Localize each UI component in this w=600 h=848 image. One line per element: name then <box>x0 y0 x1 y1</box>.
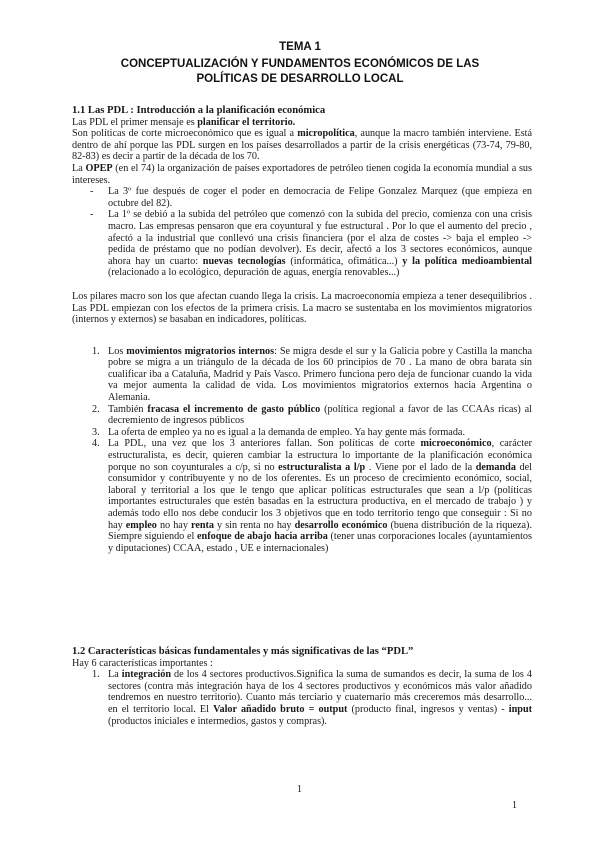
numbered-item-4: 4. La PDL, una vez que los 3 anteriores fallan. Son políticas de corte microeconómico, carácter estructuralista, es decir, quieren cambiar la estructura lo importante de la planificación económica porque no son coyunturales a c/p, si no estructuralista a l/p . Viene por el lado de la demanda del consumidor y contribuyente y no de los oferentes. Es un proceso de crecimiento económico, social, laboral y territorial a los que le tengo que aplicar políticas estructurales que sean a l/p (políticas importantes estructurales que estén basadas en la estructura productiva, en el mercado de trabajo ) y además todo ello nos debe conducir los 3 objetivos que en todo territorio tengo que conseguir : Si no hay empleo no hay renta y sin renta no hay desarrollo económico (buena distribución de la riqueza). Siempre siguiendo el enfoque de abajo hacia arriba (tener unas corporaciones locales (ayuntamientos y diputaciones) CCAA, estado , UE e internacionales) <box>92 438 533 554</box>
paragraph-opep: La OPEP (en el 74) la organización de países exportadores de petróleo tienen cogida la economía mundial a sus intereses. <box>72 162 532 186</box>
title-line-1: CONCEPTUALIZACIÓN Y FUNDAMENTOS ECONÓMICOS DE LAS <box>120 58 480 70</box>
dash-item-2: - La 1º se debió a la subida del petróleo que comenzó con la subida del precio, comienza con una crisis macro. Las empresas pensaron que era coyuntural y fue estructural . Por lo que el aumento del precio , afectó a la industrial que conllevó una crisis financiera (por el alza de costes -> baja el empleo -> pedida de préstamo que no podían devolver). Es decir, afectó a los 3 sectores económicos, aunque ahora hay un cuarto: nuevas tecnologías (informática, ofimática...) y la política medioambiental (relacionado a lo ecológico, depuración de aguas, energía renovables...) <box>90 209 532 279</box>
tema-heading: TEMA 1 <box>279 41 321 53</box>
numbered-item-3: 3. La oferta de empleo ya no es igual a la demanda de empleo. Ya hay gente más formada. <box>92 426 465 438</box>
section-1-1-heading: 1.1 Las PDL : Introducción a la planificación económica <box>72 105 326 116</box>
section-1-1 <box>72 105 532 554</box>
paragraph-micropolitica: Son políticas de corte microeconómico que es igual a micropolítica, aunque la macro también interviene. Está dentro de ahí porque las PDL surgen en los países desarrollados a partir de la crisis energéticas (73-74, 79-80, 82-83) es decir a partir de la década de los 70. <box>72 128 533 163</box>
numbered-item-1: 1. Los movimientos migratorios internos: Se migra desde el sur y la Galicia pobre y Castilla la mancha pobre se migra a un triángulo de la década de los 60 principios de 70 . La mano de obra barata sin cualificar iba a Cataluña, Madrid y País Vasco. Primero funciona pero deja de funcionar cuando la vida va mejor aumenta la calidad de vida. Los movimientos migratorios externos hacia Argentina o Alemania. <box>92 345 533 404</box>
paragraph-intro: Las PDL el primer mensaje es planificar el territorio. <box>72 116 296 128</box>
title-line-2: POLÍTICAS DE DESARROLLO LOCAL <box>196 73 404 85</box>
numbered-item-integracion: 1. La integración de los 4 sectores productivos.Significa la suma de sumandos es decir, la suma de los 4 sectores (contra más integración haya de los 4 sectores productivos y económicos más valor añadido tendremos en nuestro territorio). Cuanto más terciario y cuaternario más creceremos más desarrollo... en el territorio local. El Valor añadido bruto = output (producto final, ingresos y ventas) - input (productos iniciales e intermedios, gastos y compras). <box>92 669 533 727</box>
dash-item-1: - La 3º fue después de coger el poder en democracia de Felipe Gonzalez Marquez (que empieza en octubre del 82). <box>90 186 532 209</box>
paragraph-pilares-macro: Los pilares macro son los que afectan cuando llega la crisis. La macroeconomía empieza a tener desequilibrios . Las PDL empiezan con los efectos de la primera crisis. La macro se sustentaba en los movimientos migratorios (internos y externos) se basaban en indicadores, políticas. <box>72 290 532 326</box>
section-1-2-heading: 1.2 Características básicas fundamentales y más significativas de las “PDL” <box>72 646 414 657</box>
section-1-2 <box>72 646 532 727</box>
numbered-item-2: 2. También fracasa el incremento de gasto público (política regional a favor de las CCAAs ricas) al decremiento de ingresos públicos <box>92 403 533 427</box>
page-number-center: 1 <box>297 784 302 795</box>
section-1-2-intro: Hay 6 características importantes : <box>72 657 213 669</box>
page-number-right: 1 <box>512 800 517 811</box>
